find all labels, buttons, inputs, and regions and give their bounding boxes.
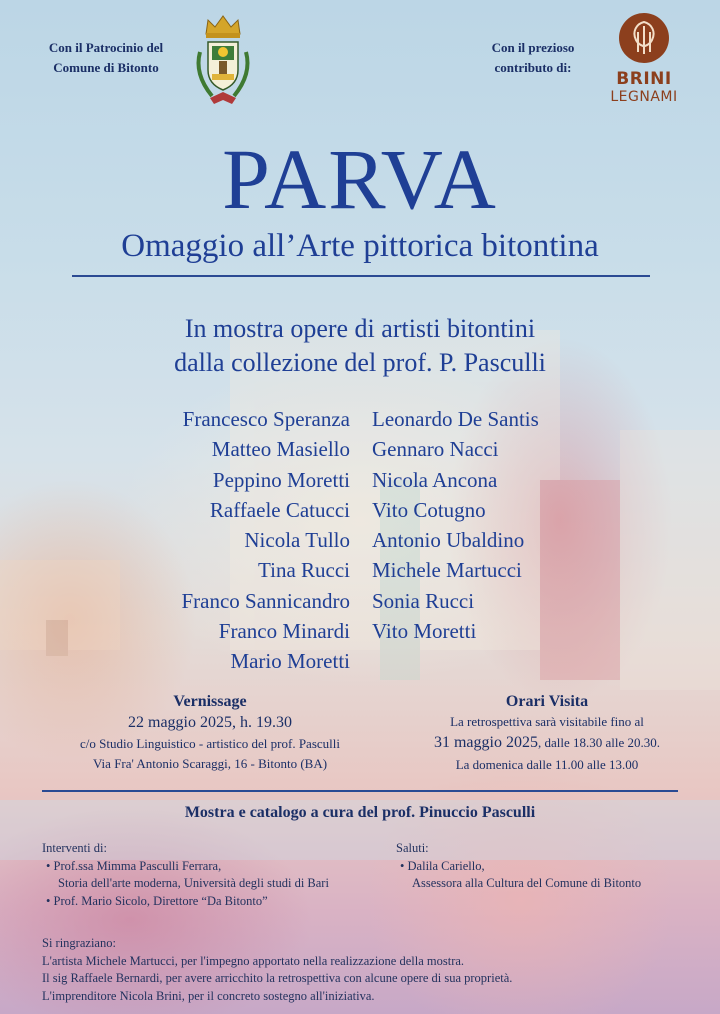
acknowledgements-heading: Si ringraziano:: [42, 936, 116, 950]
interventions-item: • Prof.ssa Mimma Pasculli Ferrara,: [46, 858, 222, 873]
artist-name: Raffaele Catucci: [209, 497, 350, 522]
visiting-hours-line: La retrospettiva sarà visitabile fino al: [450, 714, 644, 729]
visiting-hours-block: [392, 692, 702, 774]
contribution-line: Con il prezioso: [491, 40, 575, 55]
artist-name: Antonio Ubaldino: [372, 528, 525, 553]
vernissage-date: 22 maggio 2025, h. 19.30: [128, 714, 292, 731]
artists-column-left: [181, 404, 350, 677]
interventions-item-detail: Storia dell'arte moderna, Università degli studi di Bari: [58, 876, 329, 890]
interventions-block: [42, 840, 402, 910]
artist-name: Peppino Moretti: [212, 467, 350, 492]
brini-subname: LEGNAMI: [610, 89, 678, 105]
patronage-text: [26, 38, 186, 78]
greetings-item-detail: Assessora alla Cultura del Comune di Bitonto: [412, 876, 642, 890]
interventions-item-text: Prof. Mario Sicolo, Direttore “Da Bitonto”: [53, 893, 268, 908]
acknowledgement-line: L'artista Michele Martucci, per l'impegno apportato nella realizzazione della mostra.: [42, 953, 465, 968]
exhibition-intro: [0, 312, 720, 380]
page-title: PARVA: [222, 131, 498, 227]
visiting-hours-dates: [392, 731, 702, 755]
vernissage-block: [60, 692, 360, 774]
vernissage-heading: Vernissage: [173, 693, 247, 710]
brini-tree-logo-icon: [618, 12, 670, 64]
patronage-line: Comune di Bitonto: [53, 60, 159, 75]
artist-name: Leonardo De Santis: [372, 407, 539, 431]
artists-column-right: [372, 404, 539, 646]
interventions-item: • Prof. Mario Sicolo, Direttore “Da Bitonto”: [46, 893, 268, 908]
curator-divider: [42, 790, 678, 792]
interventions-item-text: Prof.ssa Mimma Pasculli Ferrara,: [53, 858, 222, 873]
visiting-hours-times: , dalle 18.30 alle 20.30.: [537, 735, 661, 750]
brini-logo: [600, 12, 688, 112]
artist-name: Matteo Masiello: [211, 437, 350, 462]
greetings-heading: Saluti:: [396, 841, 429, 855]
greetings-item: • Dalila Cariello,: [400, 858, 485, 873]
artists-list: [0, 404, 720, 680]
artist-name: Nicola Tullo: [244, 528, 350, 553]
greetings-block: [396, 840, 716, 893]
visiting-end-date: 31 maggio 2025: [433, 734, 538, 751]
artist-name: Sonia Rucci: [372, 588, 475, 613]
page-subtitle: Omaggio all’Arte pittorica bitontina: [121, 228, 599, 264]
artist-name: Franco Sannicandro: [181, 588, 350, 613]
acknowledgements-block: [42, 935, 682, 1005]
vernissage-address: Via Fra' Antonio Scaraggi, 16 - Bitonto (BA): [92, 756, 328, 771]
artist-name: Vito Moretti: [372, 619, 477, 644]
contribution-line: contributo di:: [494, 60, 572, 75]
artist-name: Gennaro Nacci: [372, 437, 499, 462]
artist-name: Nicola Ancona: [372, 467, 498, 492]
acknowledgement-line: Il sig Raffaele Bernardi, per avere arricchito la retrospettiva con alcune opere di sua proprietà.: [42, 971, 513, 985]
artist-name: Francesco Speranza: [182, 407, 350, 431]
artist-name: Michele Martucci: [372, 558, 522, 583]
artist-name: Mario Moretti: [230, 649, 350, 674]
curator-credit: Mostra e catalogo a cura del prof. Pinuccio Pasculli: [184, 804, 536, 821]
acknowledgement-line: L'imprenditore Nicola Brini, per il concreto sostegno all'iniziativa.: [42, 988, 375, 1003]
intro-line: dalla collezione del prof. P. Pasculli: [174, 348, 546, 377]
comune-di-bitonto-crest-icon: [186, 12, 260, 110]
brini-name: BRINI: [616, 69, 672, 89]
visiting-hours-sunday: La domenica dalle 11.00 alle 13.00: [455, 757, 639, 772]
artist-name: Vito Cotugno: [372, 497, 486, 522]
vernissage-venue: c/o Studio Linguistico - artistico del prof. Pasculli: [80, 736, 340, 751]
title-divider: [72, 275, 650, 277]
greetings-item-text: Dalila Cariello,: [407, 858, 485, 873]
intro-line: In mostra opere di artisti bitontini: [184, 314, 536, 343]
patronage-line: Con il Patrocinio del: [48, 40, 164, 55]
artist-name: Franco Minardi: [218, 619, 350, 644]
interventions-heading: Interventi di:: [42, 841, 107, 855]
artist-name: Tina Rucci: [258, 558, 350, 583]
contribution-text: [470, 38, 596, 78]
visiting-hours-heading: Orari Visita: [505, 693, 589, 710]
